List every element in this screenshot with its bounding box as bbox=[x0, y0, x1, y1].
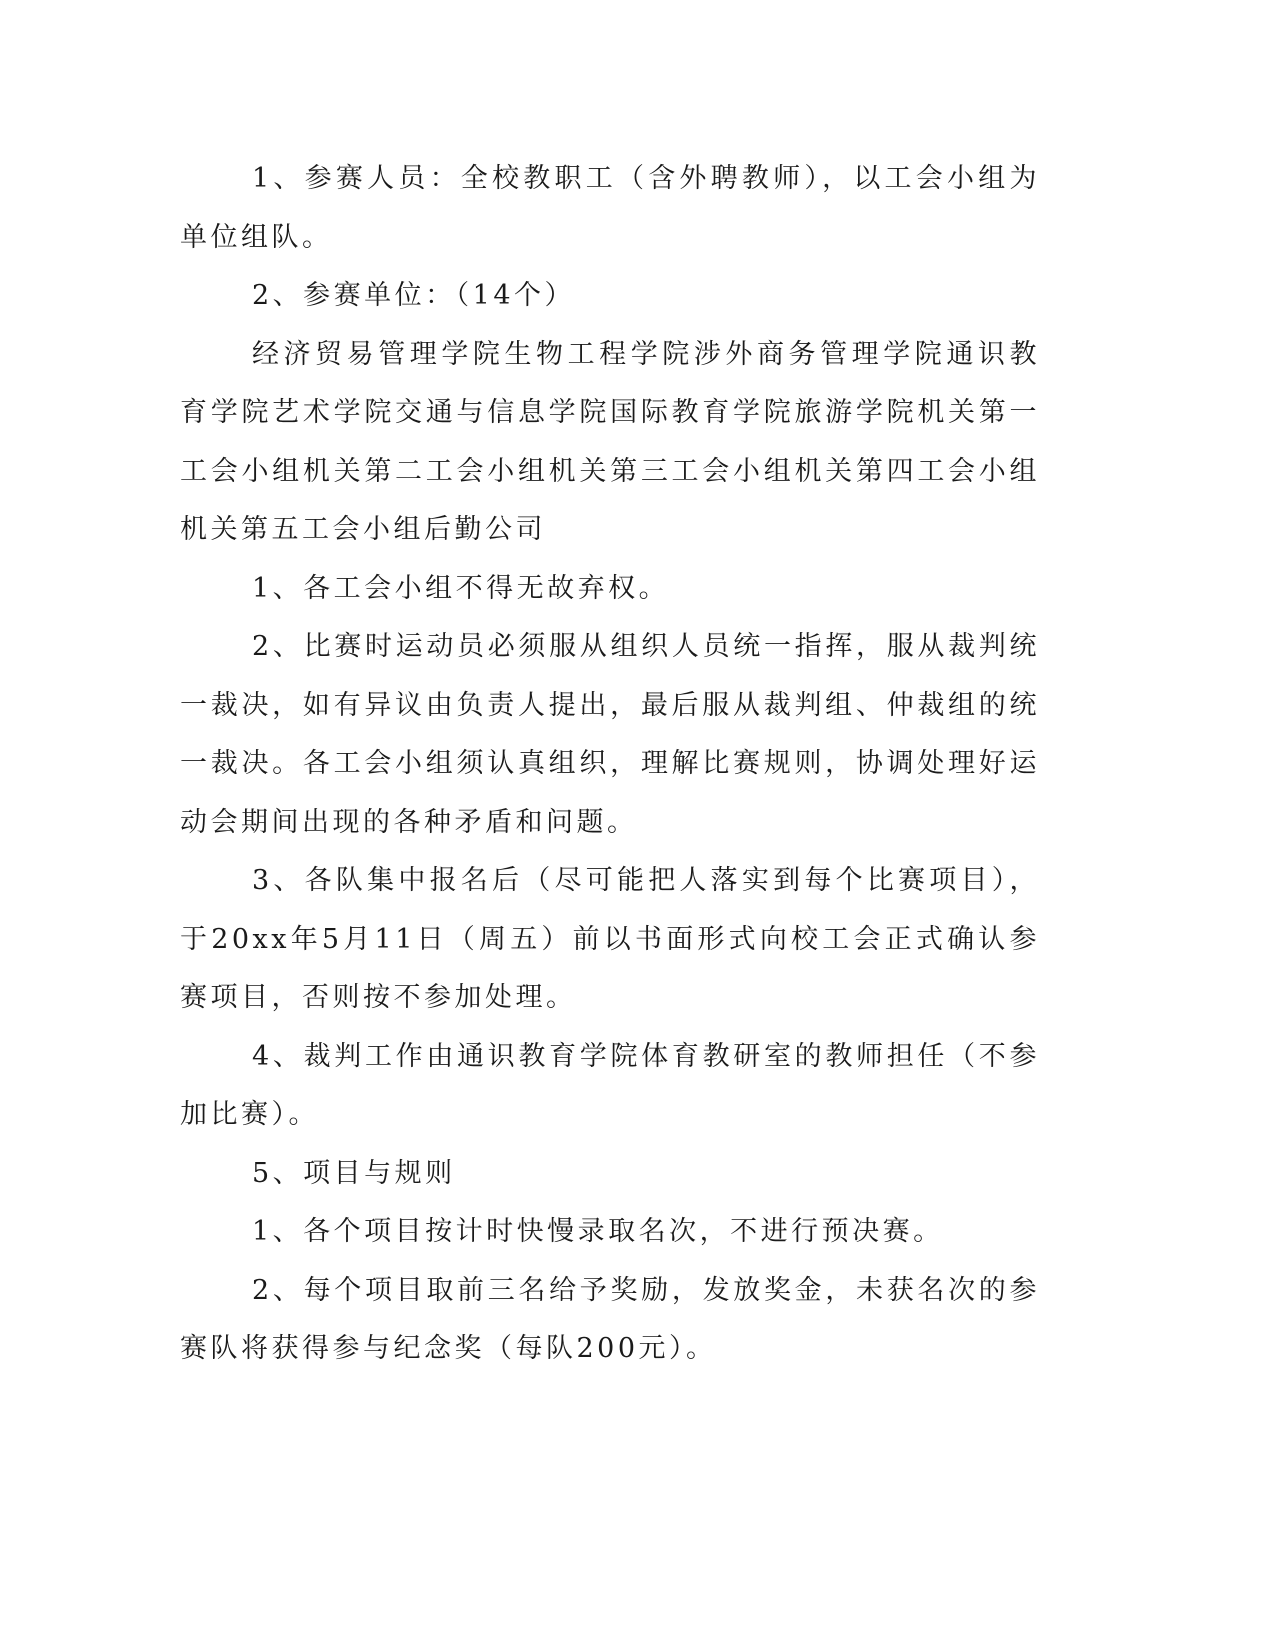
paragraph-rule-referees: 4、裁判工作由通识教育学院体育教研室的教师担任（不参加比赛）。 bbox=[180, 1040, 1040, 1130]
paragraph-rule-obey-referee: 2、比赛时运动员必须服从组织人员统一指挥，服从裁判统一裁决，如有异议由负责人提出，最后服从裁判组、仲裁组的统一裁决。各工会小组须认真组织，理解比赛规则，协调处理好运动会期间出现的各种矛盾和问题。 bbox=[180, 631, 1040, 838]
paragraph-rule-registration: 3、各队集中报名后（尽可能把人落实到每个比赛项目），于20xx年5月11日（周五）前以书面形式向校工会正式确认参赛项目，否则按不参加处理。 bbox=[180, 865, 1040, 1013]
paragraph-units-list: 经济贸易管理学院生物工程学院涉外商务管理学院通识教育学院艺术学院交通与信息学院国际教育学院旅游学院机关第一工会小组机关第二工会小组机关第三工会小组机关第四工会小组机关第五工会小组后勤公司 bbox=[180, 338, 1040, 545]
paragraph-items-heading: 5、项目与规则 bbox=[252, 1157, 456, 1189]
paragraph-units-heading: 2、参赛单位：（14个） bbox=[252, 280, 576, 311]
paragraph-rule-no-forfeit: 1、各工会小组不得无故弃权。 bbox=[252, 572, 670, 604]
document-body bbox=[180, 150, 1040, 1379]
paragraph-rule-ranking: 1、各个项目按计时快慢录取名次，不进行预决赛。 bbox=[252, 1216, 944, 1247]
paragraph-rule-awards: 2、每个项目取前三名给予奖励，发放奖金，未获名次的参赛队将获得参与纪念奖（每队200元）。 bbox=[180, 1274, 1040, 1364]
paragraph-participants: 1、参赛人员：全校教职工（含外聘教师），以工会小组为单位组队。 bbox=[180, 163, 1040, 253]
